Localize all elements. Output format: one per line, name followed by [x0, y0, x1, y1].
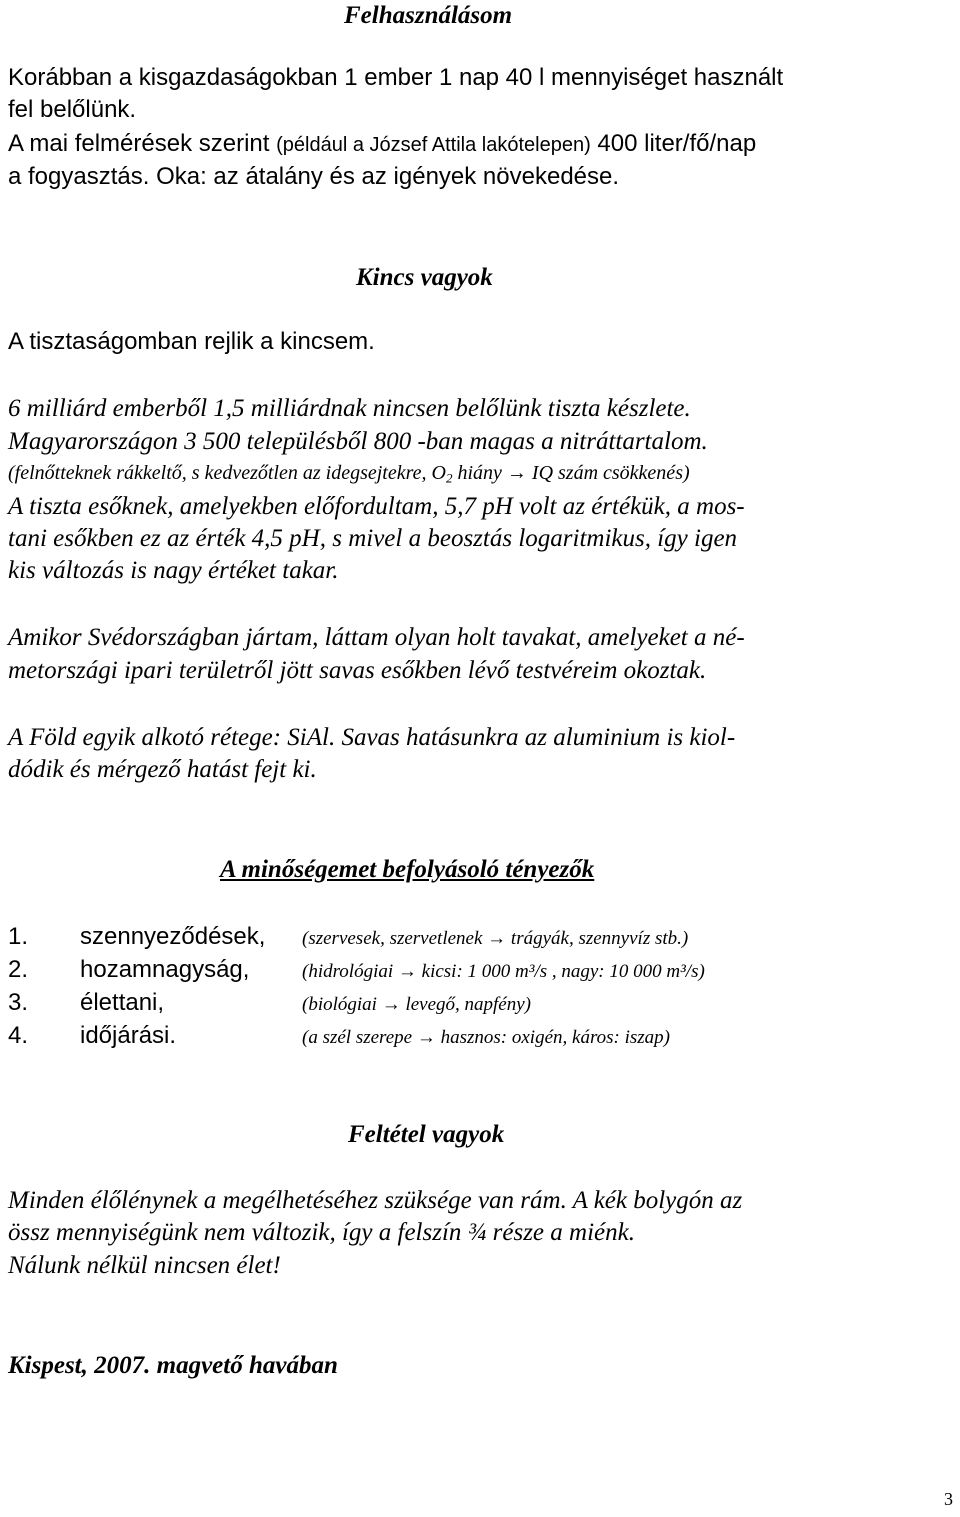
factor-4-note-b: hasznos: oxigén, káros: iszap) [435, 1027, 671, 1048]
p3-line3: A tiszta esőknek, amelyekben előfordultam, 5,7 pH volt az értékük, a mos- [8, 493, 745, 520]
p1-line3-a: A mai felmérések szerint [8, 130, 277, 157]
p3-note-c: IQ szám csökkenés) [526, 462, 690, 484]
p3-note-a: (felnőtteknek rákkeltő, s kedvezőtlen az idegsejtekre, O [8, 462, 446, 484]
p3-line2: Magyarországon 3 500 településből 800 -ban magas a nitráttartalom. [8, 428, 708, 455]
factor-1-note-a: (szervesek, szervetlenek [302, 928, 488, 949]
heading-minosegemet: A minőségemet befolyásoló tényezők [220, 856, 595, 883]
p3-line1: 6 milliárd emberből 1,5 milliárdnak nincsen belőlünk tiszta készlete. [8, 395, 691, 422]
arrow-icon: → [487, 928, 507, 949]
factor-2-num: 2. [8, 956, 29, 983]
p6-line1: Minden élőlénynek a megélhetéséhez szüksége van rám. A kék bolygón az [8, 1187, 743, 1214]
p4-line1: Amikor Svédországban jártam, láttam olyan holt tavakat, amelyeket a né- [8, 624, 745, 651]
p1-line3 [8, 128, 756, 160]
factor-1-note [302, 924, 688, 954]
factor-3-note-a: (biológiai [302, 994, 382, 1015]
factor-3-note-b: levegő, napfény) [400, 994, 532, 1015]
factor-3-term: élettani, [80, 989, 165, 1016]
factor-1-term: szennyeződések, [80, 923, 266, 950]
arrow-icon: → [397, 961, 417, 982]
p3-line4: tani esőkben ez az érték 4,5 pH, s mivel a beosztás logaritmikus, így igen [8, 525, 738, 552]
p2-line: A tisztaságomban rejlik a kincsem. [8, 328, 375, 355]
p5-line2: dódik és mérgező hatást fejt ki. [8, 756, 317, 783]
p4-line2: metországi ipari területről jött savas esőkben lévő testvéreim okoztak. [8, 657, 707, 684]
heading-felhasznalasom: Felhasználásom [344, 2, 513, 29]
factor-4-note-a: (a szél szerepe [302, 1027, 417, 1048]
p6-line2: össz mennyiségünk nem változik, így a felszín ¾ része a miénk. [8, 1219, 635, 1246]
arrow-icon: → [416, 1027, 436, 1048]
factor-2-term: hozamnagyság, [80, 956, 250, 983]
factor-2-note-b: kicsi: 1 000 m³/s , nagy: 10 000 m³/s) [416, 961, 705, 982]
factor-4-term: időjárási. [80, 1022, 177, 1049]
arrow-icon: → [381, 994, 401, 1015]
factor-4-note [302, 1023, 670, 1053]
p1-line4: a fogyasztás. Oka: az átalány és az igények növekedése. [8, 163, 620, 190]
p3-note [8, 460, 690, 486]
closing-line: Kispest, 2007. magvető havában [8, 1352, 338, 1379]
p1-line1: Korábban a kisgazdaságokban 1 ember 1 nap 40 l mennyiséget használt [8, 64, 784, 91]
p1-line2: fel belőlünk. [8, 96, 137, 123]
factor-4-num: 4. [8, 1022, 29, 1049]
factor-3-note [302, 990, 531, 1020]
factor-1-note-b: trágyák, szennyvíz stb.) [506, 928, 689, 949]
p1-line3-c: 400 liter/fő/nap [590, 130, 757, 157]
factor-2-note-a: (hidrológiai [302, 961, 398, 982]
p6-line3: Nálunk nélkül nincsen élet! [8, 1252, 281, 1279]
heading-kincs-vagyok: Kincs vagyok [356, 264, 493, 291]
heading-feltetel-vagyok: Feltétel vagyok [348, 1121, 505, 1148]
p3-line5: kis változás is nagy értéket takar. [8, 557, 339, 584]
factor-1-num: 1. [8, 923, 29, 950]
p5-line1: A Föld egyik alkotó rétege: SiAl. Savas hatásunkra az aluminium is kiol- [8, 724, 736, 751]
arrow-icon: → [506, 462, 527, 484]
p3-note-b: hiány [452, 462, 507, 484]
page-number: 3 [944, 1489, 953, 1509]
p3-note-sub: 2 [445, 470, 453, 486]
p1-line3-b: (például a József Attila lakótelepen) [276, 134, 591, 156]
factor-2-note [302, 957, 705, 987]
factor-3-num: 3. [8, 989, 29, 1016]
